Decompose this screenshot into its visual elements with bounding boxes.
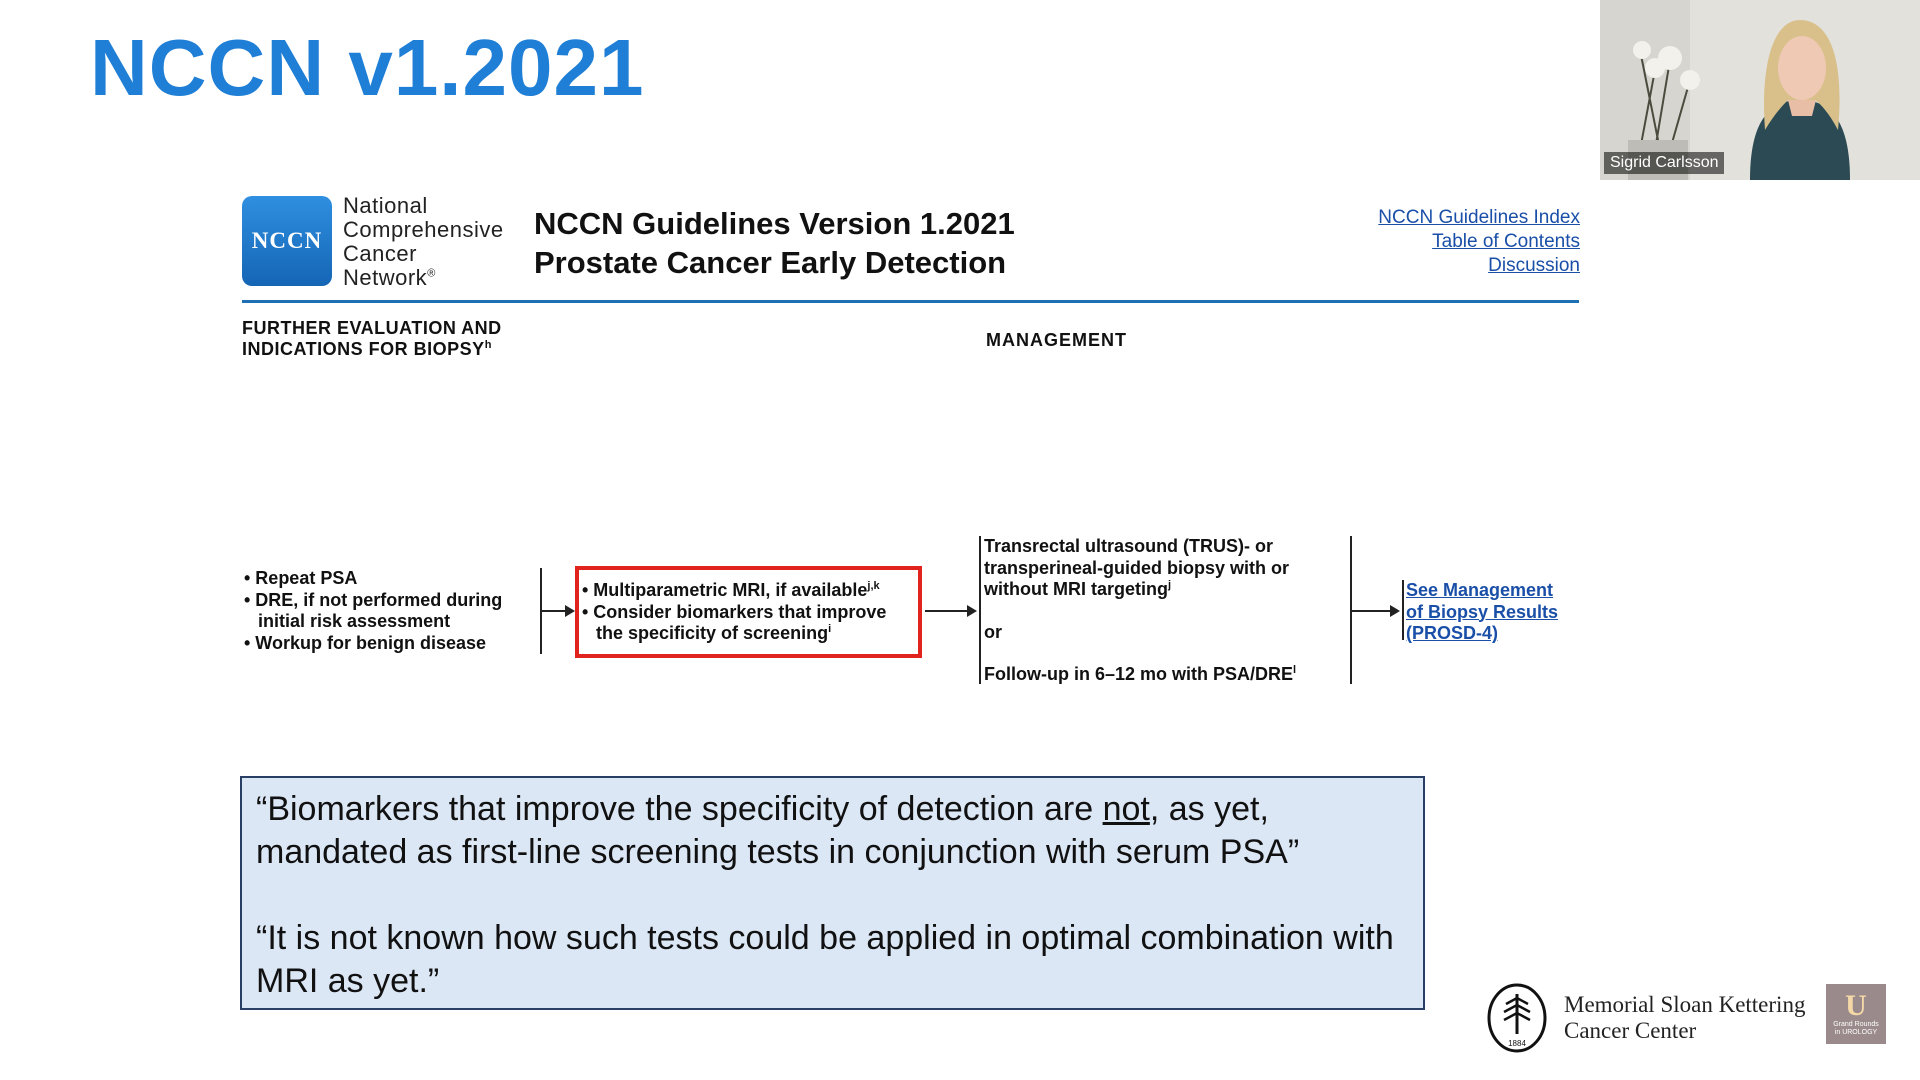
guideline-nav-links <box>1378 206 1580 278</box>
link-guidelines-index[interactable]: NCCN Guidelines Index <box>1378 207 1580 228</box>
link-discussion[interactable]: Discussion <box>1488 255 1580 276</box>
flow-arrow-2 <box>925 610 975 612</box>
biopsy-results-link <box>1406 580 1558 645</box>
column-header-evaluation: FURTHER EVALUATION AND INDICATIONS FOR BIOPSY$^h$ <box>242 318 502 359</box>
result-bracket <box>1402 580 1404 640</box>
urology-logo: U Grand Rounds in UROLOGY <box>1826 984 1886 1044</box>
nccn-org-name: National Comprehensive Cancer Network® <box>343 193 504 290</box>
link-biopsy-results-2[interactable]: of Biopsy Results <box>1406 601 1559 622</box>
link-biopsy-results-1[interactable]: See Management <box>1406 580 1554 600</box>
guideline-title: NCCN Guidelines Version 1.2021 Prostate Cancer Early Detection <box>534 206 1015 280</box>
column-header-management: MANAGEMENT <box>986 330 1127 350</box>
msk-name: Memorial Sloan Kettering Cancer Center <box>1564 992 1806 1043</box>
msk-emblem-icon <box>1486 982 1548 1054</box>
slide-title: NCCN v1.2021 <box>90 23 645 112</box>
nccn-logo: NCCN <box>242 196 332 286</box>
link-table-of-contents[interactable]: Table of Contents <box>1432 231 1580 252</box>
svg-text:1884: 1884 <box>1508 1039 1526 1048</box>
link-biopsy-results-3[interactable]: (PROSD-4) <box>1406 623 1499 643</box>
flow-arrow-1 <box>541 610 573 612</box>
management-options: Transrectal ultrasound (TRUS)- or transperineal-guided biopsy with or without MRI targeting$^j$ or Follow-up in 6–12 mo with PSA/DRE$^l$ <box>984 536 1297 684</box>
registered-mark: ® <box>427 267 436 280</box>
quote-1: “Biomarkers that improve the specificity of detection are not, as yet, mandated as first-line screening tests in conjunction with serum PSA” <box>256 790 1300 871</box>
webcam-video[interactable] <box>1600 0 1920 180</box>
management-bracket-left <box>979 536 981 684</box>
participant-name: Sigrid Carlsson <box>1604 152 1724 174</box>
mri-biomarker-text: • Multiparametric MRI, if available$^{j,k}$ • Consider biomarkers that improve the specificity of screening$^i$ <box>582 580 887 643</box>
flow-arrow-3 <box>1352 610 1398 612</box>
header-divider <box>242 300 1579 303</box>
quote-2: “It is not known how such tests could be applied in optimal combination with MRI as yet.” <box>256 919 1394 1000</box>
quote-box <box>240 776 1425 1010</box>
evaluation-list: • Repeat PSA • DRE, if not performed during initial risk assessment • Workup for benign disease <box>244 568 503 653</box>
